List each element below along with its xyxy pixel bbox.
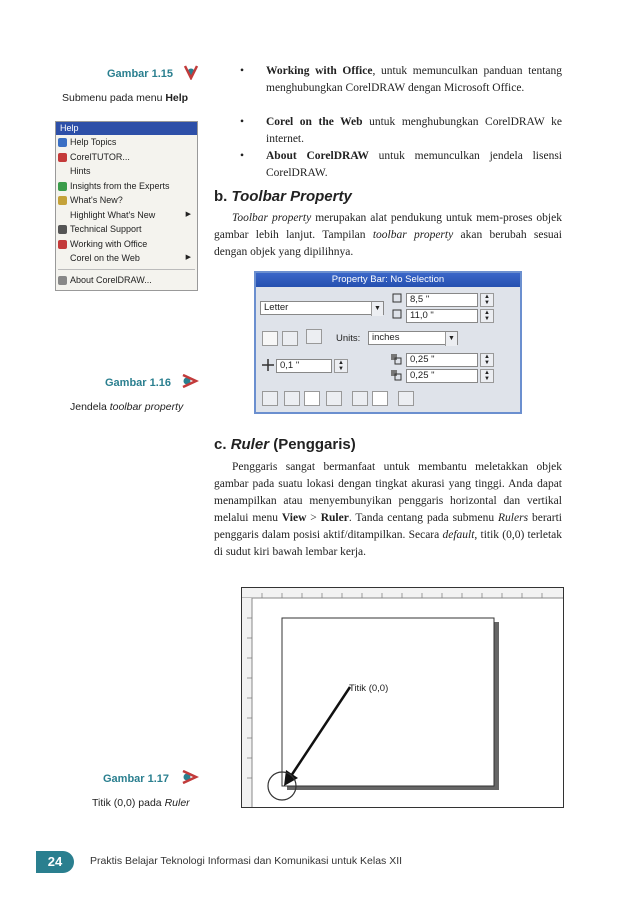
landscape-button[interactable] [282, 331, 298, 346]
draw-mode-button[interactable] [372, 391, 388, 406]
dynamic-guides-button[interactable] [326, 391, 342, 406]
help-menu-screenshot [55, 121, 198, 291]
caption-sub-1-17: Titik (0,0) pada Ruler [92, 797, 190, 809]
bullet-about-coreldraw: • About CorelDRAW untuk memunculkan jendela lisensi CorelDRAW. [240, 150, 562, 179]
objects-snap-button[interactable] [304, 391, 320, 406]
submenu-arrow-icon: ▶ [185, 254, 191, 261]
menu-item-help-topics[interactable]: Help Topics [56, 135, 197, 150]
page-height-field[interactable]: 11,0 " [406, 309, 478, 323]
help-topics-icon [58, 138, 67, 147]
section-heading-toolbar-property: b. Toolbar Property [214, 188, 352, 205]
page-width-icon [392, 293, 402, 303]
all-pages-button[interactable] [306, 329, 322, 344]
duplicate-y-field[interactable]: 0,25 " [406, 369, 478, 383]
bullet-corel-on-the-web: • Corel on the Web untuk menghubungkan CorelDRAW ke internet. [240, 116, 562, 145]
support-icon [58, 225, 67, 234]
caption-sub-1-16: Jendela toolbar property [70, 401, 184, 413]
submenu-arrow-icon: ▶ [185, 210, 191, 218]
duplicate-y-icon [390, 369, 402, 381]
menu-item-highlight-whats-new[interactable]: Highlight What's New ▶ [56, 208, 197, 223]
whats-new-icon [58, 196, 67, 205]
nudge-spinner[interactable]: ▲ ▼ [334, 359, 348, 373]
help-menu-bar[interactable]: Help [56, 122, 197, 135]
section-heading-ruler: c. Ruler (Penggaris) [214, 436, 356, 453]
page-number: 24 [36, 851, 74, 873]
about-icon [58, 276, 67, 285]
treat-as-filled-button[interactable] [352, 391, 368, 406]
nudge-icon [262, 359, 274, 371]
caption-title-1-16: Gambar 1.16 [105, 377, 172, 389]
menu-item-technical-support[interactable]: Technical Support [56, 222, 197, 237]
height-spinner[interactable]: ▲ ▼ [480, 309, 494, 323]
page-height-icon [392, 309, 402, 319]
paragraph-ruler: Penggaris sangat bermanfaat untuk membantu meletakkan objek gambar pada suatu lokasi dengan tingkat akurasi yang tinggi. Anda dapat menampilkan atau menyembunyikan penggaris horizontal dan vertikal melalui menu View > Ruler. Tanda centang pada submenu Rulers berarti penggaris dalam posisi aktif/ditampilkan. Secara default, titik (0,0) terletak di sudut kiri bawah lembar kerja. [214, 461, 562, 558]
units-select[interactable]: inches ▼ [368, 331, 458, 345]
chevron-down-icon [183, 64, 199, 80]
duplicate-y-spinner[interactable]: ▲ ▼ [480, 369, 494, 383]
property-bar-title: Property Bar: No Selection [256, 273, 520, 287]
chevron-right-icon [181, 770, 199, 784]
insights-icon [58, 182, 67, 191]
caption-title-1-15: Gambar 1.15 [107, 68, 174, 80]
grid-snap-button[interactable] [262, 391, 278, 406]
guidelines-snap-button[interactable] [284, 391, 300, 406]
duplicate-x-field[interactable]: 0,25 " [406, 353, 478, 367]
ruler-drawing [242, 588, 563, 807]
width-spinner[interactable]: ▲ ▼ [480, 293, 494, 307]
chevron-down-icon: ▼ [445, 332, 457, 346]
portrait-button[interactable] [262, 331, 278, 346]
units-label: Units: [336, 333, 361, 344]
property-bar-screenshot [254, 271, 522, 414]
duplicate-x-icon [390, 353, 402, 365]
menu-item-coreltutor[interactable]: CorelTUTOR... [56, 150, 197, 165]
menu-item-hints[interactable]: Hints [70, 166, 91, 176]
origin-label: Titik (0,0) [349, 683, 389, 694]
page-width-field[interactable]: 8,5 " [406, 293, 478, 307]
paper-type-select[interactable]: Letter ▼ [260, 301, 384, 315]
footer-text: Praktis Belajar Teknologi Informasi dan Komunikasi untuk Kelas XII [90, 855, 403, 867]
options-button[interactable] [398, 391, 414, 406]
bullet-working-with-office: • Working with Office, untuk memunculkan panduan tentang menghubungkan CorelDRAW dengan Microsoft Office. [240, 65, 562, 94]
caption-sub-1-15: Submenu pada menu Help [62, 92, 189, 104]
chevron-right-icon [181, 374, 199, 388]
office-icon [58, 240, 67, 249]
tutor-icon [58, 153, 67, 162]
duplicate-x-spinner[interactable]: ▲ ▼ [480, 353, 494, 367]
paragraph-toolbar-property: Toolbar property merupakan alat pendukung untuk mem-proses objek gambar lebih lanjut. Tampilan toolbar property akan berubah sesuai dengan objek yang dipilihnya. [214, 212, 562, 258]
chevron-down-icon: ▼ [371, 302, 383, 316]
menu-item-about-coreldraw[interactable]: About CorelDRAW... [56, 273, 197, 288]
nudge-field[interactable]: 0,1 " [276, 359, 332, 373]
menu-separator [58, 269, 195, 270]
menu-item-whats-new[interactable]: What's New? [56, 193, 197, 208]
ruler-figure [241, 587, 564, 808]
menu-item-corel-on-the-web[interactable]: Corel on the Web ▶ [56, 251, 197, 266]
menu-item-working-with-office[interactable]: Working with Office [56, 237, 197, 252]
menu-item-insights[interactable]: Insights from the Experts [56, 179, 197, 194]
caption-title-1-17: Gambar 1.17 [103, 773, 170, 785]
